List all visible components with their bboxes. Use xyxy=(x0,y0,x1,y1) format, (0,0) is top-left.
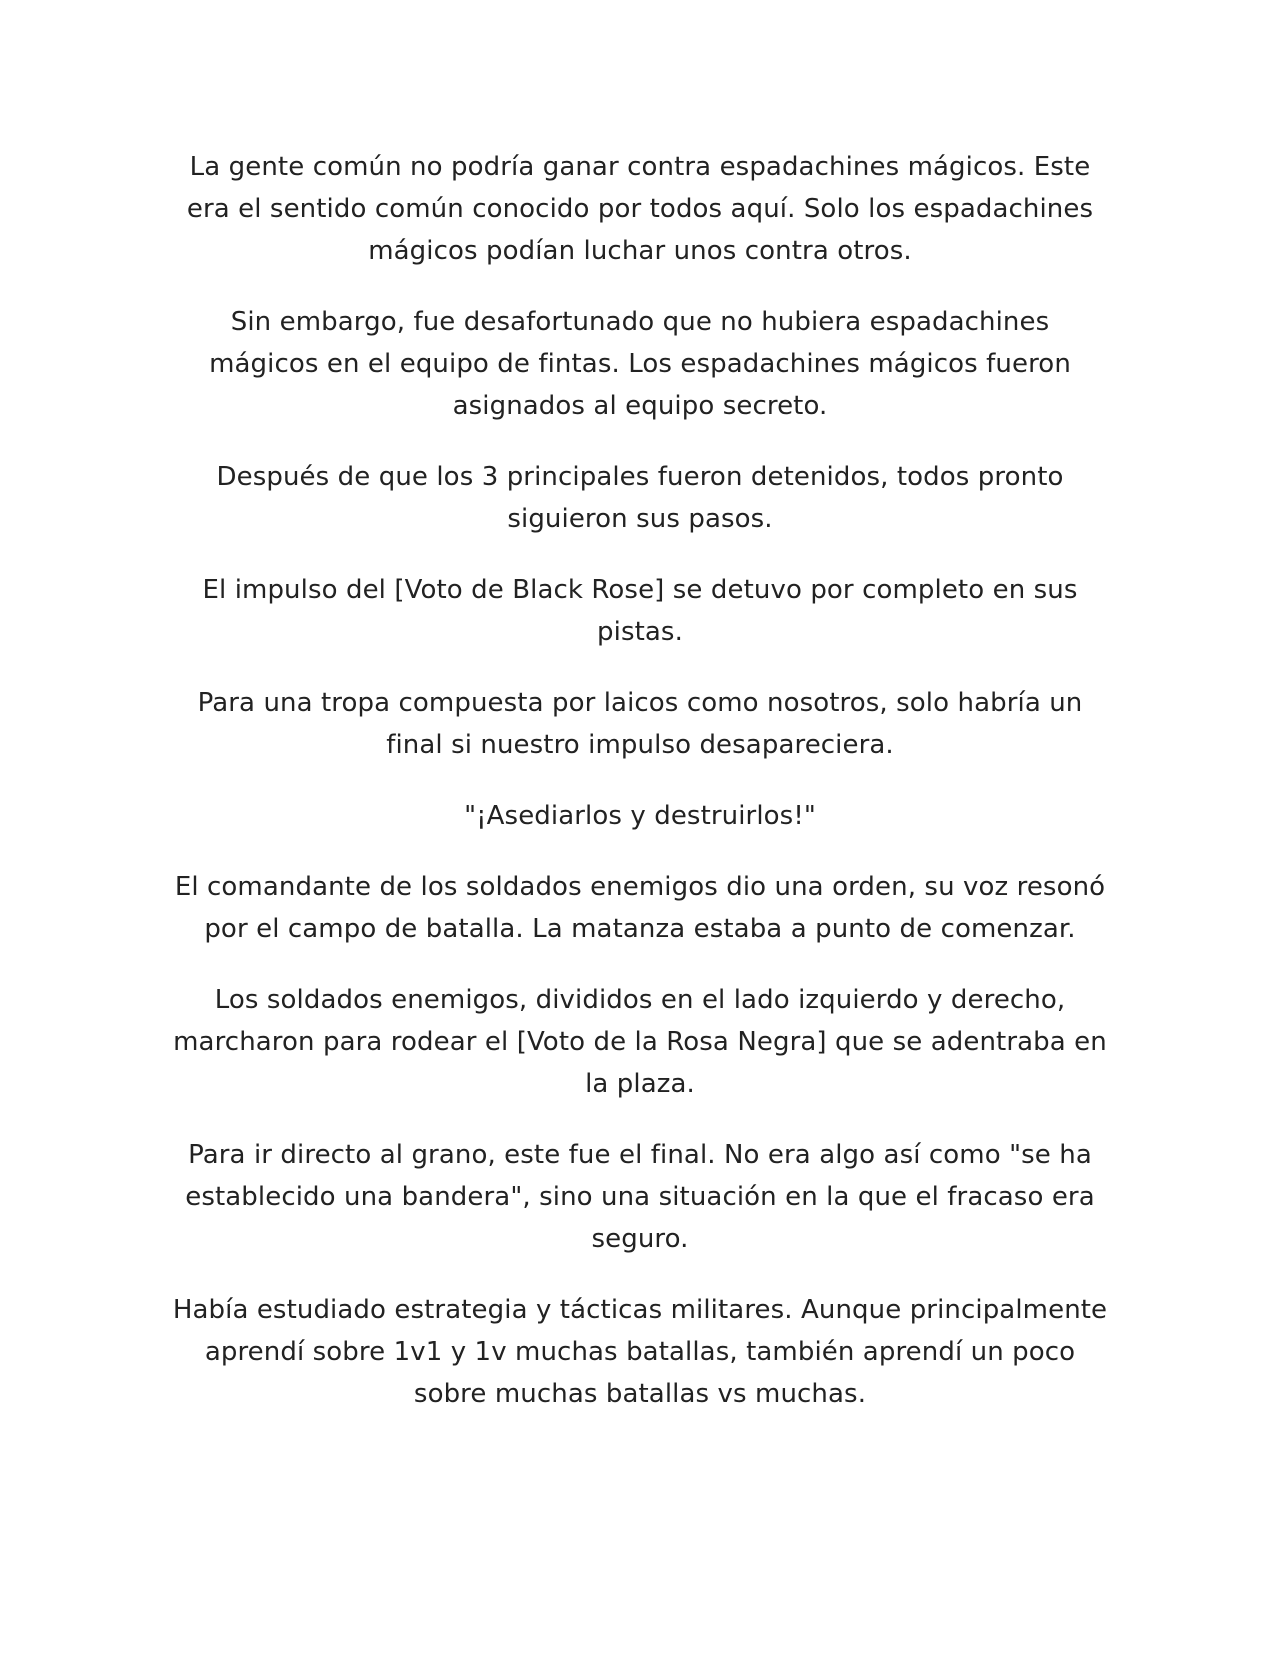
paragraph-4: El impulso del [Voto de Black Rose] se detuvo por completo en sus pistas. xyxy=(202,575,1078,647)
paragraph-3: Después de que los 3 principales fueron detenidos, todos pronto siguieron sus pasos. xyxy=(216,462,1064,534)
paragraph-9: Para ir directo al grano, este fue el final. No era algo así como "se ha establecido una bandera", sino una situación en la que el fracaso era seguro. xyxy=(185,1140,1095,1254)
paragraph-7: El comandante de los soldados enemigos dio una orden, su voz resonó por el campo de batalla. La matanza estaba a punto de comenzar. xyxy=(174,872,1106,944)
paragraph-8: Los soldados enemigos, divididos en el lado izquierdo y derecho, marcharon para rodear el [Voto de la Rosa Negra] que se adentraba en la plaza. xyxy=(173,985,1107,1099)
paragraph-2: Sin embargo, fue desafortunado que no hubiera espadachines mágicos en el equipo de fintas. Los espadachines mágicos fueron asignados al equipo secreto. xyxy=(209,307,1071,421)
document-body xyxy=(172,146,1108,1444)
paragraph-5: Para una tropa compuesta por laicos como nosotros, solo habría un final si nuestro impulso desapareciera. xyxy=(197,688,1083,760)
paragraph-10: Había estudiado estrategia y tácticas militares. Aunque principalmente aprendí sobre 1v1 y 1v muchas batallas, también aprendí un poco sobre muchas batallas vs muchas. xyxy=(172,1295,1108,1409)
paragraph-1: La gente común no podría ganar contra espadachines mágicos. Este era el sentido común conocido por todos aquí. Solo los espadachines mágicos podían luchar unos contra otros. xyxy=(186,152,1094,266)
paragraph-6: "¡Asediarlos y destruirlos!" xyxy=(464,801,816,831)
